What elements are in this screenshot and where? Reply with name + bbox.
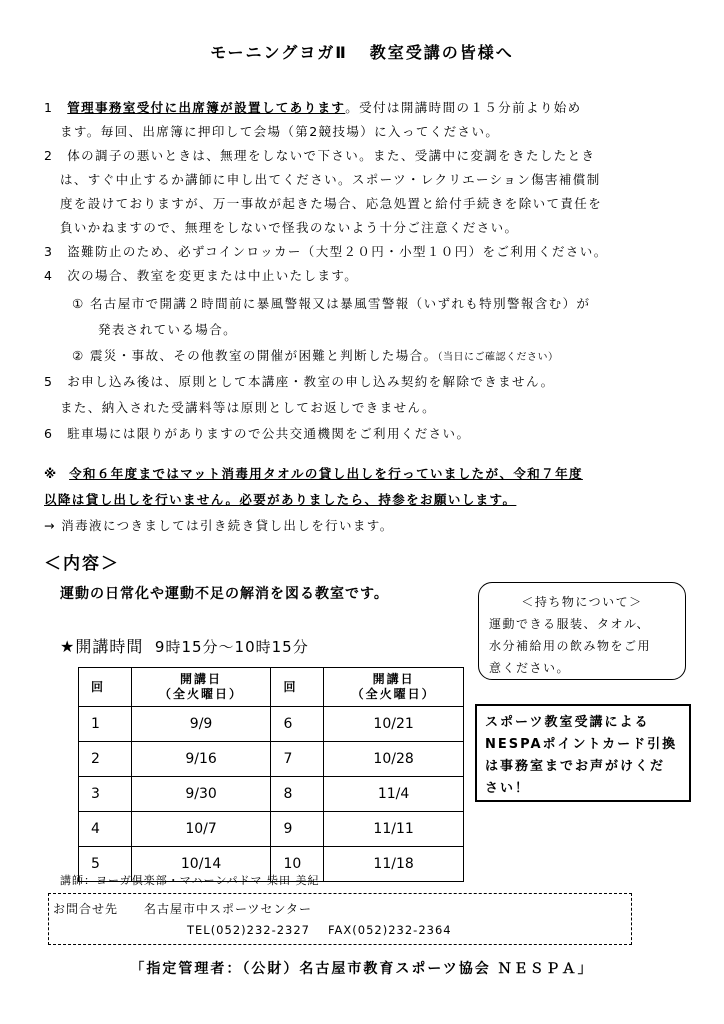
notice-line3: → 消毒液につきましては引き続き貸し出しを行います。 bbox=[44, 518, 394, 533]
title-part2: 教室受講の皆様へ bbox=[369, 43, 514, 62]
session-date: 10/7 bbox=[131, 812, 271, 847]
contact-label: お問合せ先 bbox=[53, 902, 119, 916]
table-row bbox=[79, 742, 464, 777]
bring-line3: 意ください。 bbox=[489, 661, 571, 675]
session-date: 9/16 bbox=[131, 742, 271, 777]
session-number: 1 bbox=[79, 707, 132, 742]
page-title bbox=[0, 40, 724, 63]
session-date: 11/11 bbox=[324, 812, 464, 847]
rule-4-sub1-line1: ① 名古屋市で開講２時間前に暴風警報又は暴風雪警報（いずれも特別警報含む）が bbox=[72, 296, 591, 311]
session-number: 7 bbox=[271, 742, 324, 777]
session-date: 11/18 bbox=[324, 847, 464, 882]
col-num-header: 回 bbox=[79, 668, 132, 707]
notice-line2: 以降は貸し出しを行いません。必要がありましたら、持参をお願いします。 bbox=[44, 492, 517, 507]
schedule-header-row bbox=[79, 668, 464, 707]
nespa-point-box: スポーツ教室受講による NESPAポイントカード引換 は事務室までお声がけくだ さい！ bbox=[475, 704, 691, 802]
session-number: 10 bbox=[271, 847, 324, 882]
session-number: 5 bbox=[79, 847, 132, 882]
col-date-header: 開講日 （全火曜日） bbox=[324, 668, 464, 707]
session-number: 9 bbox=[271, 812, 324, 847]
hours-value: 9時15分～10時15分 bbox=[154, 638, 309, 656]
col-date-header: 開講日 （全火曜日） bbox=[131, 668, 271, 707]
content-heading: ＜内容＞ bbox=[44, 554, 120, 574]
hours-label: ★開講時間 bbox=[60, 637, 144, 656]
session-number: 8 bbox=[271, 777, 324, 812]
session-date: 9/30 bbox=[131, 777, 271, 812]
bring-items-box bbox=[478, 582, 686, 680]
schedule-table bbox=[78, 667, 464, 882]
table-row bbox=[79, 812, 464, 847]
rule-2-line3: 度を設けておりますが、万一事故が起きた場合、応急処置と給付手続きを除いて責任を bbox=[60, 196, 603, 211]
table-row bbox=[79, 707, 464, 742]
contact-box bbox=[48, 893, 632, 945]
rule-2-line4: 負いかねますので、無理をしないで怪我のないよう十分ご注意ください。 bbox=[60, 220, 519, 235]
session-date: 9/9 bbox=[131, 707, 271, 742]
rule-1-bold: 管理事務室受付に出席簿が設置してあります bbox=[67, 100, 346, 115]
rule-4-sub2: ② 震災・事故、その他教室の開催が困難と判断した場合。（当日にご確認ください） bbox=[72, 348, 559, 363]
session-date: 10/28 bbox=[324, 742, 464, 777]
rule-5-line1: 5 お申し込み後は、原則として本講座・教室の申し込み契約を解除できません。 bbox=[44, 374, 555, 389]
lecturer-line: 講師：ヨーガ倶楽部・マハーンパドマ 柴田 美紀 bbox=[60, 874, 320, 887]
session-number: 6 bbox=[271, 707, 324, 742]
notice-line1: ※ 令和６年度まではマット消毒用タオルの貸し出しを行っていましたが、令和７年度 bbox=[44, 466, 583, 481]
session-date: 11/4 bbox=[324, 777, 464, 812]
rule-4-sub2-note: （当日にご確認ください） bbox=[437, 352, 559, 363]
bring-line1: 運動できる服装、タオル、 bbox=[489, 617, 651, 631]
content-intro: 運動の日常化や運動不足の解消を図る教室です。 bbox=[60, 586, 389, 602]
session-date: 10/14 bbox=[131, 847, 271, 882]
footer-designated-manager: 「指定管理者：（公財）名古屋市教育スポーツ協会 ＮＥＳＰＡ」 bbox=[130, 961, 594, 977]
contact-fax: FAX(052)232-2364 bbox=[328, 923, 452, 937]
rule-1-line2: ます。毎回、出席簿に押印して会場（第2競技場）に入ってください。 bbox=[60, 124, 500, 139]
rule-4-sub1-line2: 発表されている場合。 bbox=[98, 322, 238, 337]
rule-2-line2: は、すぐ中止するか講師に申し出てください。スポーツ・レクリエーション傷害補償制 bbox=[60, 172, 601, 187]
session-number: 3 bbox=[79, 777, 132, 812]
rule-2-line1: 2 体の調子の悪いときは、無理をしないで下さい。また、受講中に変調をきたしたとき bbox=[44, 148, 596, 163]
rule-3: 3 盗難防止のため、必ずコインロッカー（大型２０円・小型１０円）をご利用ください。 bbox=[44, 244, 608, 259]
session-number: 2 bbox=[79, 742, 132, 777]
rule-1-line1: 1 管理事務室受付に出席簿が設置してあります。受付は開講時間の１５分前より始め bbox=[44, 100, 582, 115]
session-date: 10/21 bbox=[324, 707, 464, 742]
col-num-header: 回 bbox=[271, 668, 324, 707]
hours-line bbox=[60, 634, 309, 657]
bring-line2: 水分補給用の飲み物をご用 bbox=[489, 639, 652, 653]
contact-org: 名古屋市中スポーツセンター bbox=[144, 902, 313, 916]
rule-4: 4 次の場合、教室を変更または中止いたします。 bbox=[44, 268, 359, 283]
rule-6: 6 駐車場には限りがありますので公共交通機関をご利用ください。 bbox=[44, 426, 471, 441]
rule-5-line2: また、納入された受講料等は原則としてお返しできません。 bbox=[60, 400, 437, 415]
table-row bbox=[79, 777, 464, 812]
contact-tel: TEL(052)232-2327 bbox=[187, 923, 310, 937]
session-number: 4 bbox=[79, 812, 132, 847]
title-part1: モーニングヨガⅡ bbox=[210, 43, 348, 62]
bring-title: ＜持ち物について＞ bbox=[521, 595, 643, 609]
